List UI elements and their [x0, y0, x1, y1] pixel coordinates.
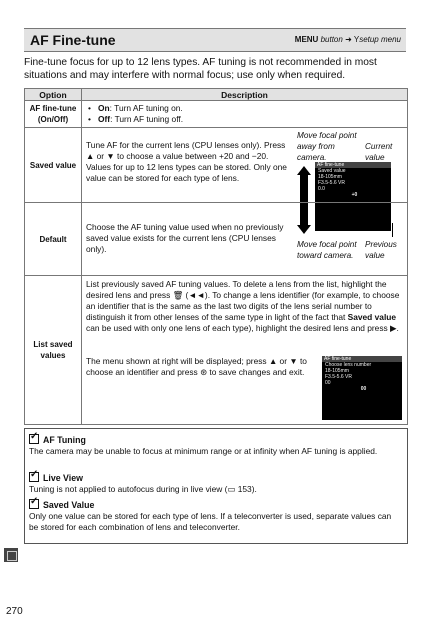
- note-af-tuning: ✓AF Tuning The camera may be unable to focus at minimum range or at infinity when AF tuning is applied.: [29, 434, 401, 457]
- description-paragraph-1: List previously saved AF tuning values. To delete a lens from the list, highlight the desired lens and press 🗑 (◄◄). To change a lens identifier (for example, to choose an identifier that is the same as the last two digits of the lens serial number to distinguish it from other lenses of the same type in light of the fact that Saved value can be used with only one lens of each type), highlight the desired lens and press ▶.: [86, 279, 400, 333]
- camera-lcd-screen: [315, 162, 391, 202]
- arrow-icon: ➜: [345, 35, 352, 44]
- lens-name: 18-105mm: [325, 368, 349, 374]
- description-cell: [82, 128, 408, 203]
- table-row: [25, 276, 408, 425]
- option-cell: Default: [25, 203, 82, 276]
- description-text: Choose the AF tuning value used when no previously saved value exists for the current lens (CPU lenses only).: [86, 222, 284, 254]
- lens-aperture: F3.5-5.6 VR: [318, 180, 345, 186]
- option-cell: List saved values: [25, 276, 82, 425]
- wrench-icon: Y: [353, 35, 360, 44]
- lens-name: 18-105mm: [318, 174, 342, 180]
- up-arrow-icon: [297, 166, 311, 175]
- lens-value: 0.0: [318, 186, 325, 192]
- checkmark-icon: [29, 472, 39, 482]
- description-cell: [82, 203, 408, 276]
- setup-menu-label: setup menu: [359, 35, 401, 44]
- menu-word: button: [320, 35, 343, 44]
- col-option: Option: [25, 89, 82, 101]
- notes-box: [24, 428, 408, 544]
- table-row: [25, 203, 408, 276]
- lens-number: 00: [325, 380, 331, 386]
- option-cell: AF fine-tune (On/Off): [25, 101, 82, 128]
- arrow-shaft: [300, 175, 308, 202]
- list-item: • Off: Turn AF tuning off.: [86, 114, 403, 125]
- options-table: [24, 88, 408, 425]
- lens-aperture: F3.5-5.6 VR: [325, 374, 352, 380]
- page-title: AF Fine-tune: [30, 32, 116, 48]
- menu-index-icon[interactable]: [4, 548, 18, 562]
- note-live-view: ✓Live View Tuning is not applied to autofocus during in live view (▭ 153).: [29, 472, 401, 495]
- screen-sub: Saved value: [318, 168, 346, 174]
- screen-title: AF fine-tune: [322, 356, 402, 362]
- option-cell: Saved value: [25, 128, 82, 203]
- checkmark-icon: [29, 499, 39, 509]
- label-previous-value: Previous value: [365, 240, 397, 260]
- down-arrow-icon: [297, 225, 311, 234]
- screen-sub: Choose lens number: [325, 362, 372, 368]
- note-saved-value: ✓Saved Value Only one value can be stored for each type of lens. If a teleconverter is used, separate values can be stored for each combination of lens and teleconverter.: [29, 499, 401, 533]
- tune-value: +0: [351, 192, 358, 198]
- camera-lcd-screen-bottom: [315, 203, 391, 231]
- previous-value-leader: [392, 223, 393, 237]
- label-current-value: Current value: [365, 142, 393, 162]
- section-header: [24, 28, 406, 52]
- description-cell: [82, 101, 408, 128]
- screen-title: AF fine-tune: [315, 162, 391, 168]
- table-row: [25, 101, 408, 128]
- page-number: 270: [6, 606, 23, 617]
- table-row: [25, 128, 408, 203]
- list-item: • On: Turn AF tuning on.: [86, 103, 403, 114]
- description-text: Tune AF for the current lens (CPU lenses only). Press ▲ or ▼ to choose a value between +20 and −20. Values for up to 12 lens types can be stored. Only one value can be stored for each type of lens.: [86, 140, 287, 183]
- menu-path: [295, 35, 401, 44]
- arrow-shaft: [300, 203, 308, 225]
- description-paragraph-2: The menu shown at right will be displayed; press ▲ or ▼ to choose an identifier and press ⊛ to save changes and exit.: [86, 356, 307, 377]
- identifier-value: 00: [360, 386, 367, 392]
- description-cell: [82, 276, 408, 425]
- checkmark-icon: [29, 434, 39, 444]
- label-move-away: Move focal point away from camera.: [297, 131, 357, 162]
- table-header-row: [25, 89, 408, 101]
- col-description: Description: [82, 89, 408, 101]
- menu-key: MENU: [294, 35, 319, 44]
- label-move-toward: Move focal point toward camera.: [297, 240, 357, 260]
- camera-lcd-screen-lens-number: [322, 356, 402, 420]
- intro-text: Fine-tune focus for up to 12 lens types. AF tuning is not recommended in most situations and may interfere with normal focus; use only when required.: [24, 57, 377, 81]
